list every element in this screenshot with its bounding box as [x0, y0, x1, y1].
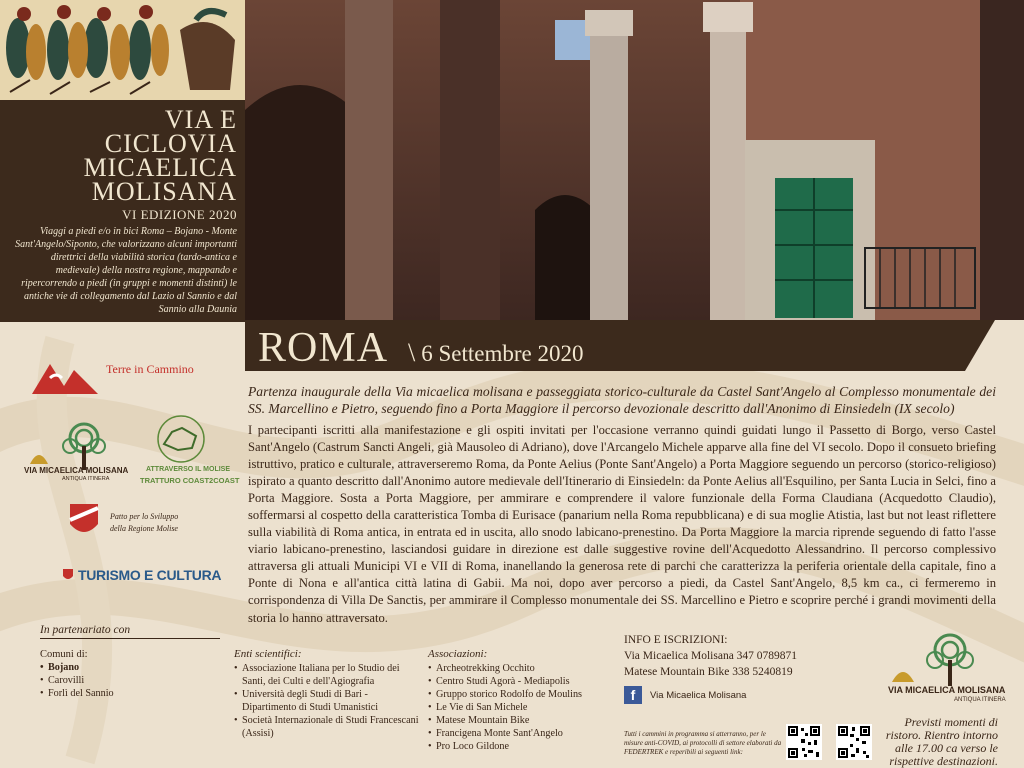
region-shield-icon	[68, 502, 100, 540]
patto-line-2: della Regione Molise	[110, 524, 178, 533]
coast-line-2: TRATTURO COAST2COAST	[140, 476, 240, 485]
associazione-item: • Le Vie di San Michele	[428, 701, 608, 714]
associazione-item: • Centro Studi Agorà - Mediapolis	[428, 675, 608, 688]
qr-code-icon[interactable]	[836, 724, 872, 760]
associazioni-column	[428, 648, 608, 753]
info-block	[624, 632, 797, 680]
separator: \	[408, 338, 416, 367]
turismo-cultura-logo: TURISMO E CULTURA	[78, 567, 222, 583]
info-heading: INFO E ISCRIZIONI:	[624, 634, 728, 646]
associazioni-heading: Associazioni:	[428, 648, 488, 660]
comune-item: • Carovilli	[40, 674, 220, 687]
terre-in-cammino-label: Terre in Cammino	[106, 362, 194, 376]
title-line-2: CICLOVIA	[104, 129, 237, 158]
facebook-icon[interactable]: f	[624, 686, 642, 704]
coast-line-1: ATTRAVERSO IL MOLISE	[146, 466, 231, 473]
associazione-item: • Francigena Monte Sant'Angelo	[428, 727, 608, 740]
partnership-heading: In partenariato con	[40, 624, 220, 639]
ristoro-note: Previsti momenti di ristoro. Rientro intorno alle 17.00 ca verso le rispettive destinazioni.	[885, 715, 998, 768]
turismo-shield-icon	[62, 568, 74, 582]
comune-item: • Forlì del Sannio	[40, 687, 220, 700]
event-description: Viaggi a piedi e/o in bici Roma – Bojano - Monte Sant'Angelo/Siponto, che valorizzano alcuni importanti direttrici della viabilità storica (tardo-antica e medievale) della nostra regione, mappando e ripercorrendo a piedi (in gruppi e momenti distinti) le antiche vie di collegamento dal Lazio al Sannio e dal Sannio alla Daunia	[15, 226, 237, 315]
covid-notice: Tutti i cammini in programma si atterranno, per le misure anti-COVID, ai protocolli di settore elaborati da FEDERTREK e reperibili ai seguenti link:	[624, 730, 782, 756]
mountain-logo-icon	[30, 356, 100, 396]
info-phone-1[interactable]: Via Micaelica Molisana 347 0789871	[624, 650, 798, 662]
date-text: 6 Settembre 2020	[421, 341, 584, 366]
via-micaelica-logo-label: VIA MICAELICA MOLISANA	[24, 466, 129, 475]
ente-item: • Università degli Studi di Bari - Dipartimento di Studi Umanistici	[234, 688, 420, 714]
molise-region-map-icon	[152, 414, 210, 464]
body-paragraph: I partecipanti iscritti alla manifestazione e gli ospiti invitati per l'occasione verranno quindi guidati lungo il Passetto di Borgo, verso Castel Sant'Angelo (Castrum Sancti Angeli, già Mausoleo di Adriano), dove l'Arcangelo Michele apparve alla fine del VI secolo. Dopo il consueto briefing istruttivo, pratico e culturale, attraverseremo Roma, da Ponte Aelius (Ponte Sant'Angelo) a Porta Maggiore seguendo un percorso (storico-religioso) ispirato a quanto descritto dall'Anonimo autore medievale dell'Itinerario di Einsiedeln: da Ponte Aelius all'Esquilino, per Santa Lucia in Selci, fino a Porta Maggiore. Sosta a Porta Maggiore, per ammirare e comprendere il valore funzionale della Forma Claudiana (Acquedotto Claudio), soffermarsi al cospetto della caratteristica Tomba di Eurisace (panarium nella Roma repubblicana) e di sua moglie Atistia, last but not least riflettere sulla viabilità di Roma antica, in entrata ed in uscita, allo snodo labicano-prenestino. Da Porta Maggiore la marcia riprende seguendo di fatto l'asse viario labicano-prenestino, lasciandosi guidare in direzione est dalle suggestive rovine dell'Acquedotto Alessandrino. Il percorso complessivo attraversa gli attuali Municipi VI e VII di Roma, inanellando la generosa rete di parchi che caratterizza la periferia orientale della capitale, fino a Ponte di Nona e all'antica città latina di Gabii. Ma noi, dopo aver percorso a piedi, da Castel Sant'Angelo, 8,5 km ca., ci fermeremo in corrispondenza di Villa De Sanctis, per ammirare il Complesso monumentale dei SS. Marcellino e Pietro e scoprire perché i grandi movimenti della storia lo hanno attraversato.	[248, 423, 996, 625]
patto-line-1: Patto per lo Sviluppo	[110, 512, 179, 521]
tree-spiral-icon	[920, 630, 980, 686]
shell-icon	[28, 450, 50, 466]
via-micaelica-logo-label: VIA MICAELICA MOLISANA	[888, 685, 1006, 695]
enti-heading: Enti scientifici:	[234, 648, 302, 660]
edition-label: VI EDIZIONE 2020	[122, 207, 237, 222]
comuni-heading: Comuni di:	[40, 649, 88, 660]
city-title: ROMA	[258, 325, 389, 371]
ente-item: • Associazione Italiana per lo Studio dei Santi, dei Culti e dell'Agiografia	[234, 662, 420, 688]
title-line-4: MOLISANA	[91, 177, 237, 206]
via-micaelica-logo-sub: ANTIQUA ITINERA	[62, 476, 110, 482]
tapestry-image	[0, 0, 245, 100]
associazione-item: • Pro Loco Gildone	[428, 740, 608, 753]
roman-ruins-photo	[245, 0, 1024, 320]
comuni-column	[40, 648, 220, 700]
title-line-3: MICAELICA	[83, 153, 237, 182]
title-panel	[0, 100, 245, 322]
info-phone-2[interactable]: Matese Mountain Bike 338 5240819	[624, 666, 793, 678]
tree-spiral-icon	[56, 416, 112, 472]
ente-item: • Società Internazionale di Studi Francescani (Assisi)	[234, 714, 420, 740]
enti-column	[234, 648, 420, 740]
event-date	[408, 340, 583, 367]
associazione-item: • Gruppo storico Rodolfo de Moulins	[428, 688, 608, 701]
associazione-item: • Archeotrekking Occhito	[428, 662, 608, 675]
via-micaelica-logo-sub: ANTIQUA ITINERA	[954, 697, 1006, 703]
facebook-page-link[interactable]: Via Micaelica Molisana	[650, 690, 747, 701]
qr-code-icon[interactable]	[786, 724, 822, 760]
shell-icon	[890, 666, 916, 684]
associazione-item: • Matese Mountain Bike	[428, 714, 608, 727]
title-line-1: VIA E	[164, 105, 237, 134]
comune-item: • Bojano	[40, 661, 220, 674]
intro-paragraph: Partenza inaugurale della Via micaelica molisana e passeggiata storico-culturale da Castel Sant'Angelo al Complesso monumentale dei SS. Marcellino e Pietro, seguendo fino a Porta Maggiore il percorso devozionale descritto dall'Anonimo di Einsiedeln (IX secolo)	[248, 384, 996, 416]
